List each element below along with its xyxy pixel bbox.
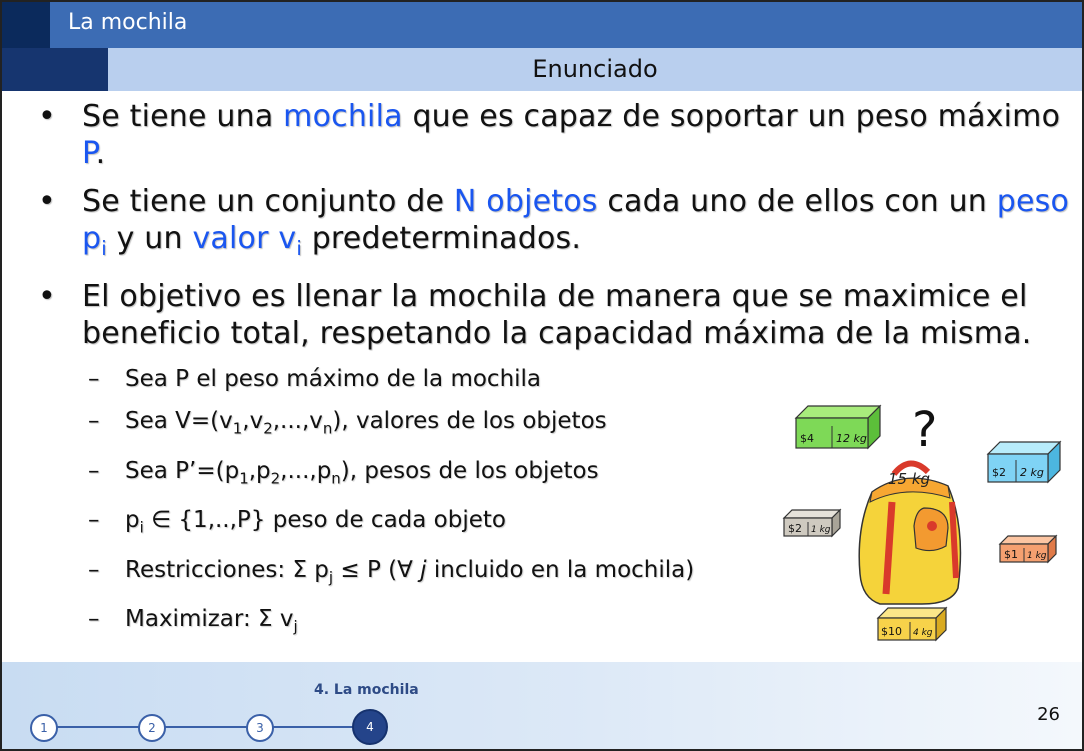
sub-bullet-peso-maximo [30,364,1070,395]
item-price: $10 [881,625,902,638]
sub-bullet-text: Restricciones: Σ p [125,556,329,583]
bullet-text: Se tiene una [82,99,284,134]
sub-bullet-text: ≤ P (∀ [333,556,421,583]
italic-j: j [420,556,427,583]
subscript: i [296,237,302,260]
highlight-n-objetos: N objetos [453,184,598,219]
sub-bullet-text: Maximizar: Σ v [125,606,294,633]
highlight-peso-text: peso p [82,184,1070,256]
sub-bullet-text: ,...,p [280,457,332,484]
subscript: 2 [263,419,273,438]
sub-bullet-text: Sea V=(v [125,408,233,434]
sub-bullet-text: ,...,v [272,408,323,434]
subscript: i [139,518,144,537]
bullet-dot-icon: • [38,99,56,134]
progress-step-1[interactable]: 1 [30,714,58,742]
bullet-dot-icon: • [38,184,56,219]
bullet-objetos [30,183,1070,267]
item-box-blue [988,442,1060,482]
progress-step-4-active[interactable]: 4 [352,709,388,745]
item-box-green [796,406,880,448]
sub-bullet-text: ), valores de los objetos [332,408,607,434]
sub-bullet-text: Sea P el peso máximo de la mochila [125,366,542,392]
progress-step-2[interactable]: 2 [138,714,166,742]
slide-footer [2,662,1082,749]
item-weight: 1 kg [1027,551,1047,561]
section-title: La mochila [50,2,1082,48]
progress-step-3[interactable]: 3 [246,714,274,742]
subscript: 2 [270,469,281,488]
progress-track [44,726,370,728]
bullet-text: . [95,136,106,171]
item-box-grey [784,510,840,536]
item-price: $1 [1004,548,1018,561]
subscript: n [322,419,333,438]
subheader-accent-block [2,48,108,91]
dash-icon: – [88,606,100,633]
page-number: 26 [1037,704,1060,725]
sub-bullet-text: Sea P’=(p [125,457,240,484]
dash-icon: – [88,556,100,583]
highlight-valor [192,221,302,260]
subscript: j [293,617,298,636]
subscript: 1 [239,469,249,488]
bullet-text: Se tiene un conjunto de [82,184,454,219]
dash-icon: – [88,366,100,392]
bullet-objetivo [30,278,1070,352]
item-box-orange [1000,536,1056,562]
question-mark: ? [912,402,938,458]
dash-icon: – [88,408,100,434]
bullet-mochila [30,98,1070,172]
backpack-icon [859,463,960,604]
dash-icon: – [88,457,100,484]
sub-bullet-text: ), pesos de los objetos [340,457,599,484]
item-weight: 4 kg [913,628,933,638]
subscript: j [328,568,334,587]
bullet-text: y un [106,221,193,256]
sub-bullet-text: incluido en la mochila) [426,556,695,583]
subscript: 1 [232,419,243,438]
sub-bullet-text: ,v [242,408,264,434]
highlight-mochila: mochila [283,99,403,134]
highlight-valor-text: valor v [192,221,297,256]
item-price: $2 [788,522,802,535]
item-weight: 1 kg [811,525,831,535]
bullet-text: El objetivo es llenar la mochila de manera que se maximice el beneficio total, respetando la capacidad máxima de la misma. [82,279,1032,351]
subscript: n [331,469,341,488]
bullet-text: cada uno de ellos con un [597,184,997,219]
item-price: $4 [800,432,814,445]
dash-icon: – [88,507,100,534]
item-box-yellow [878,608,946,640]
bullet-dot-icon: • [38,279,56,314]
header-accent-block [2,2,50,48]
bullet-text: que es capaz de soportar un peso máximo [402,99,1061,134]
item-weight: 12 kg [836,432,867,445]
item-weight: 2 kg [1020,466,1044,479]
sub-bullet-text: ,p [248,457,271,484]
bag-capacity-label: 15 kg [888,470,931,488]
subscript: i [101,237,107,260]
sub-bullet-text: p [125,507,140,534]
highlight-P: P [82,136,96,171]
bullet-text: predeterminados. [301,221,582,256]
slide-subtitle: Enunciado [108,48,1082,91]
item-price: $2 [992,466,1006,479]
knapsack-illustration [772,398,1072,658]
footer-section-title: 4. La mochila [314,682,419,698]
sub-bullet-text: ∈ {1,..,P} peso de cada objeto [143,507,506,534]
